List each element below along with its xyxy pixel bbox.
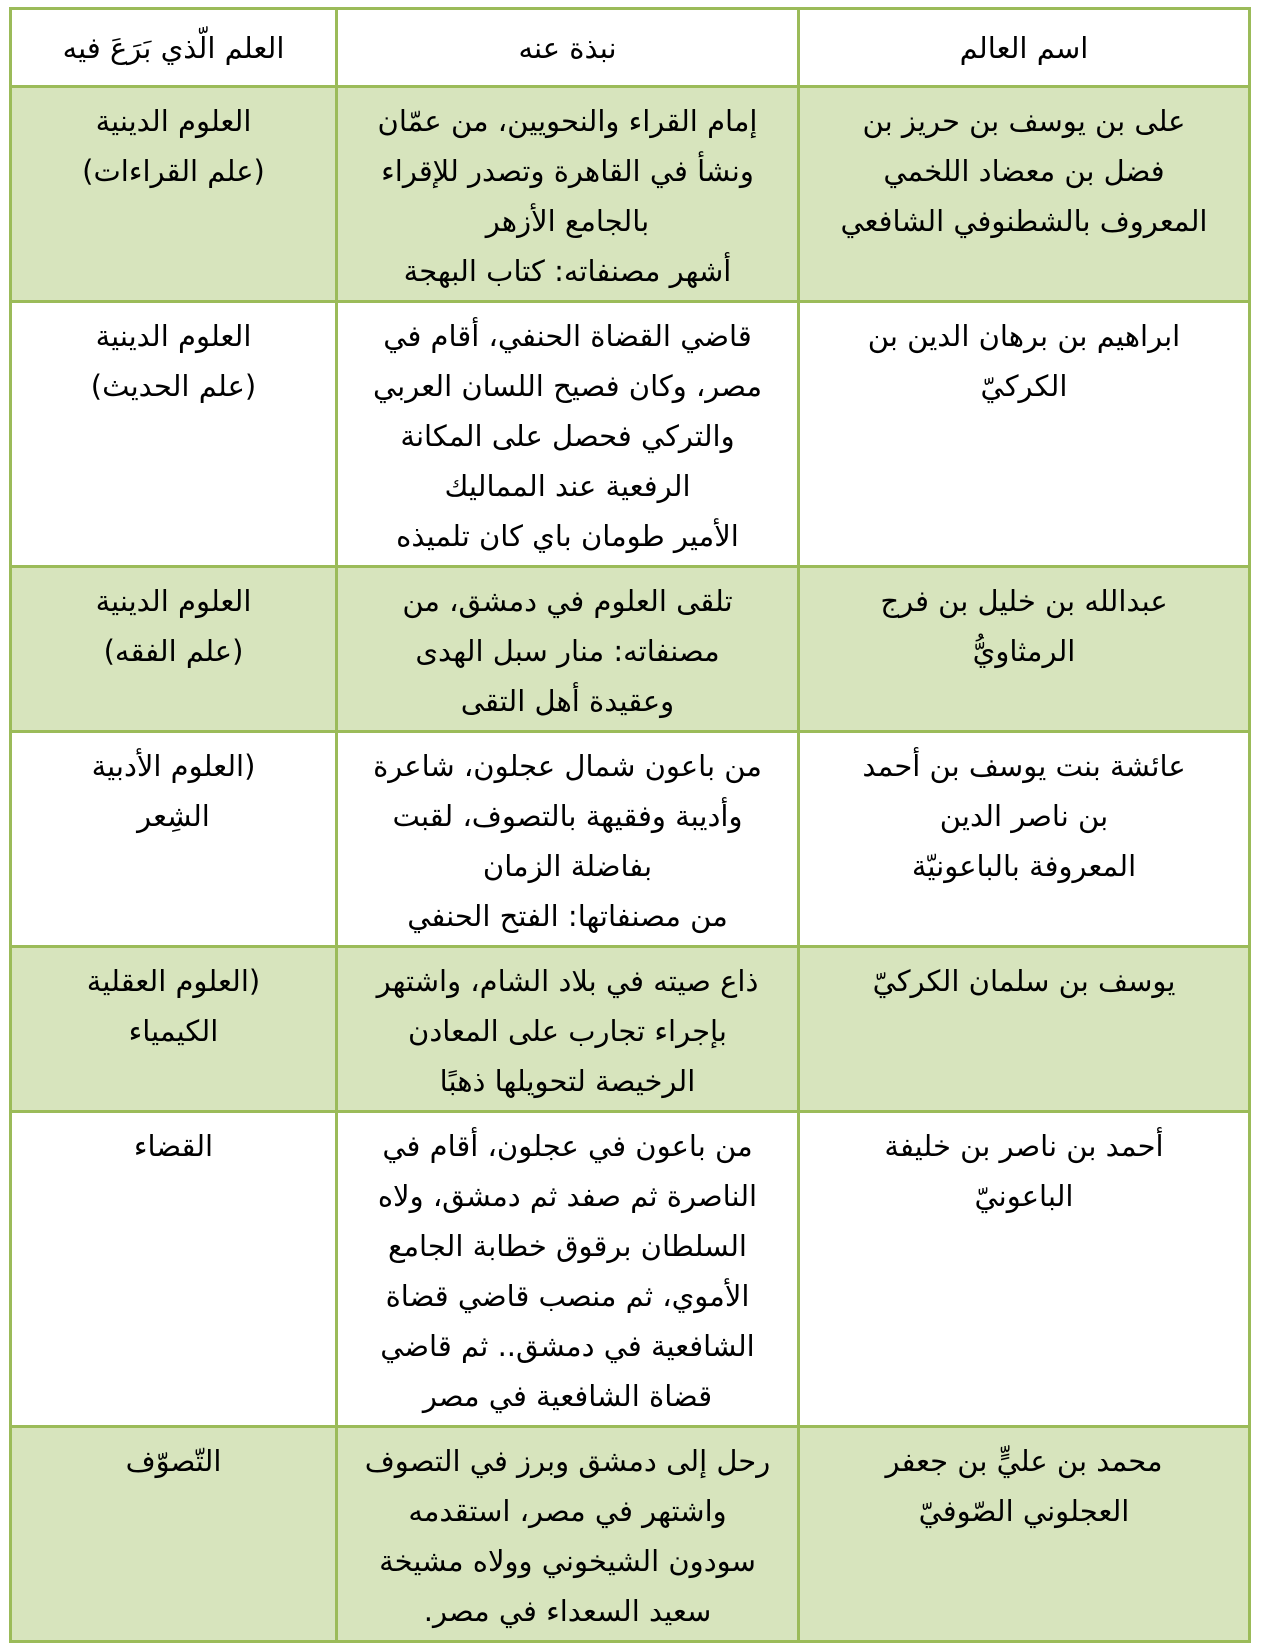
cell-line: وأديبة وفقيهة بالتصوف، لقبت — [392, 799, 743, 833]
scholar-name-cell — [799, 302, 1250, 567]
cell-line: على بن يوسف بن حريز بن — [862, 104, 1186, 138]
cell-line: (علم الفقه) — [103, 634, 244, 668]
cell-line: الكيمياء — [128, 1014, 219, 1048]
scholar-name-cell — [799, 87, 1250, 302]
cell-line: التّصوّف — [125, 1444, 222, 1478]
table-row — [11, 302, 1250, 567]
cell-line: بإجراء تجارب على المعادن — [408, 1014, 727, 1048]
cell-line: قاضي القضاة الحنفي، أقام في — [383, 319, 752, 353]
scholar-name-cell — [799, 567, 1250, 732]
table-row — [11, 87, 1250, 302]
cell-line: القضاء — [133, 1129, 214, 1163]
cell-line: من باعون شمال عجلون، شاعرة — [373, 749, 762, 783]
field-cell — [11, 87, 337, 302]
cell-line: عبدالله بن خليل بن فرج — [880, 584, 1168, 618]
cell-line: الباعونيّ — [974, 1179, 1074, 1213]
field-cell — [11, 1112, 337, 1427]
header-row — [11, 9, 1250, 87]
biography-cell — [337, 732, 799, 947]
cell-line: (علم الحديث) — [90, 369, 257, 403]
cell-line: المعروف بالشطنوفي الشافعي — [840, 204, 1208, 238]
cell-line: الشِعر — [137, 799, 210, 833]
table-row — [11, 1112, 1250, 1427]
biography-cell — [337, 302, 799, 567]
cell-line: سعيد السعداء في مصر. — [423, 1594, 712, 1628]
cell-line: بن ناصر الدين — [939, 799, 1109, 833]
scholars-table — [9, 7, 1251, 1643]
cell-line: الرمثاويُّ — [972, 634, 1076, 668]
header-scholar-name: اسم العالم — [799, 9, 1250, 87]
biography-cell — [337, 947, 799, 1112]
field-cell — [11, 947, 337, 1112]
cell-line: أشهر مصنفاته: كتاب البهجة — [403, 254, 732, 288]
cell-line: من باعون في عجلون، أقام في — [382, 1129, 753, 1163]
cell-line: الرفعية عند المماليك — [444, 469, 691, 503]
table-row — [11, 732, 1250, 947]
cell-line: ونشأ في القاهرة وتصدر للإقراء — [381, 154, 754, 188]
biography-cell — [337, 1427, 799, 1642]
cell-line: سودون الشيخوني وولاه مشيخة — [379, 1544, 756, 1578]
cell-line: العلوم الدينية — [95, 104, 252, 138]
scholar-name-cell — [799, 1427, 1250, 1642]
header-biography: نبذة عنه — [337, 9, 799, 87]
cell-line: ذاع صيته في بلاد الشام، واشتهر — [376, 964, 759, 998]
cell-line: إمام القراء والنحويين، من عمّان — [377, 104, 758, 138]
cell-line: الشافعية في دمشق.. ثم قاضي — [380, 1329, 755, 1363]
cell-line: بفاضلة الزمان — [482, 849, 653, 883]
cell-line: الأموي، ثم منصب قاضي قضاة — [385, 1279, 750, 1313]
cell-line: الأمير طومان باي كان تلميذه — [396, 519, 739, 553]
scholar-name-cell — [799, 947, 1250, 1112]
cell-line: الكركيّ — [980, 369, 1068, 403]
table-row — [11, 567, 1250, 732]
cell-line: العجلوني الصّوفيّ — [918, 1494, 1130, 1528]
cell-line: أحمد بن ناصر بن خليفة — [884, 1129, 1164, 1163]
cell-line: يوسف بن سلمان الكركيّ — [872, 964, 1176, 998]
cell-line: من مصنفاتها: الفتح الحنفي — [407, 899, 728, 933]
field-cell — [11, 302, 337, 567]
table-row — [11, 1427, 1250, 1642]
cell-line: محمد بن عليٍّ بن جعفر — [885, 1444, 1163, 1478]
cell-line: العلوم الدينية — [95, 584, 252, 618]
cell-line: واشتهر في مصر، استقدمه — [408, 1494, 727, 1528]
scholar-name-cell — [799, 1112, 1250, 1427]
cell-line: السلطان برقوق خطابة الجامع — [388, 1229, 747, 1263]
table-row — [11, 947, 1250, 1112]
header-field: العلم الّذي بَرَعَ فيه — [11, 9, 337, 87]
cell-line: فضل بن معضاد اللخمي — [883, 154, 1165, 188]
cell-line: الرخيصة لتحويلها ذهبًا — [439, 1064, 696, 1098]
scholar-name-cell — [799, 732, 1250, 947]
cell-line: عائشة بنت يوسف بن أحمد — [862, 749, 1186, 783]
biography-cell — [337, 87, 799, 302]
field-cell — [11, 1427, 337, 1642]
cell-line: مصر، وكان فصيح اللسان العربي — [373, 369, 762, 403]
cell-line: رحل إلى دمشق وبرز في التصوف — [364, 1444, 771, 1478]
cell-line: والتركي فحصل على المكانة — [400, 419, 735, 453]
cell-line: العلوم الدينية — [95, 319, 252, 353]
cell-line: تلقى العلوم في دمشق، من — [402, 584, 733, 618]
cell-line: مصنفاته: منار سبل الهدى — [415, 634, 720, 668]
cell-line: (العلوم الأدبية — [91, 749, 256, 783]
cell-line: المعروفة بالباعونيّة — [911, 849, 1137, 883]
biography-cell — [337, 1112, 799, 1427]
cell-line: وعقيدة أهل التقى — [460, 684, 675, 718]
cell-line: الناصرة ثم صفد ثم دمشق، ولاه — [377, 1179, 758, 1213]
biography-cell — [337, 567, 799, 732]
field-cell — [11, 567, 337, 732]
field-cell — [11, 732, 337, 947]
cell-line: (العلوم العقلية — [86, 964, 261, 998]
cell-line: (علم القراءات) — [82, 154, 265, 188]
cell-line: بالجامع الأزهر — [485, 204, 650, 238]
cell-line: قضاة الشافعية في مصر — [422, 1379, 713, 1413]
cell-line: ابراهيم بن برهان الدين بن — [867, 319, 1181, 353]
